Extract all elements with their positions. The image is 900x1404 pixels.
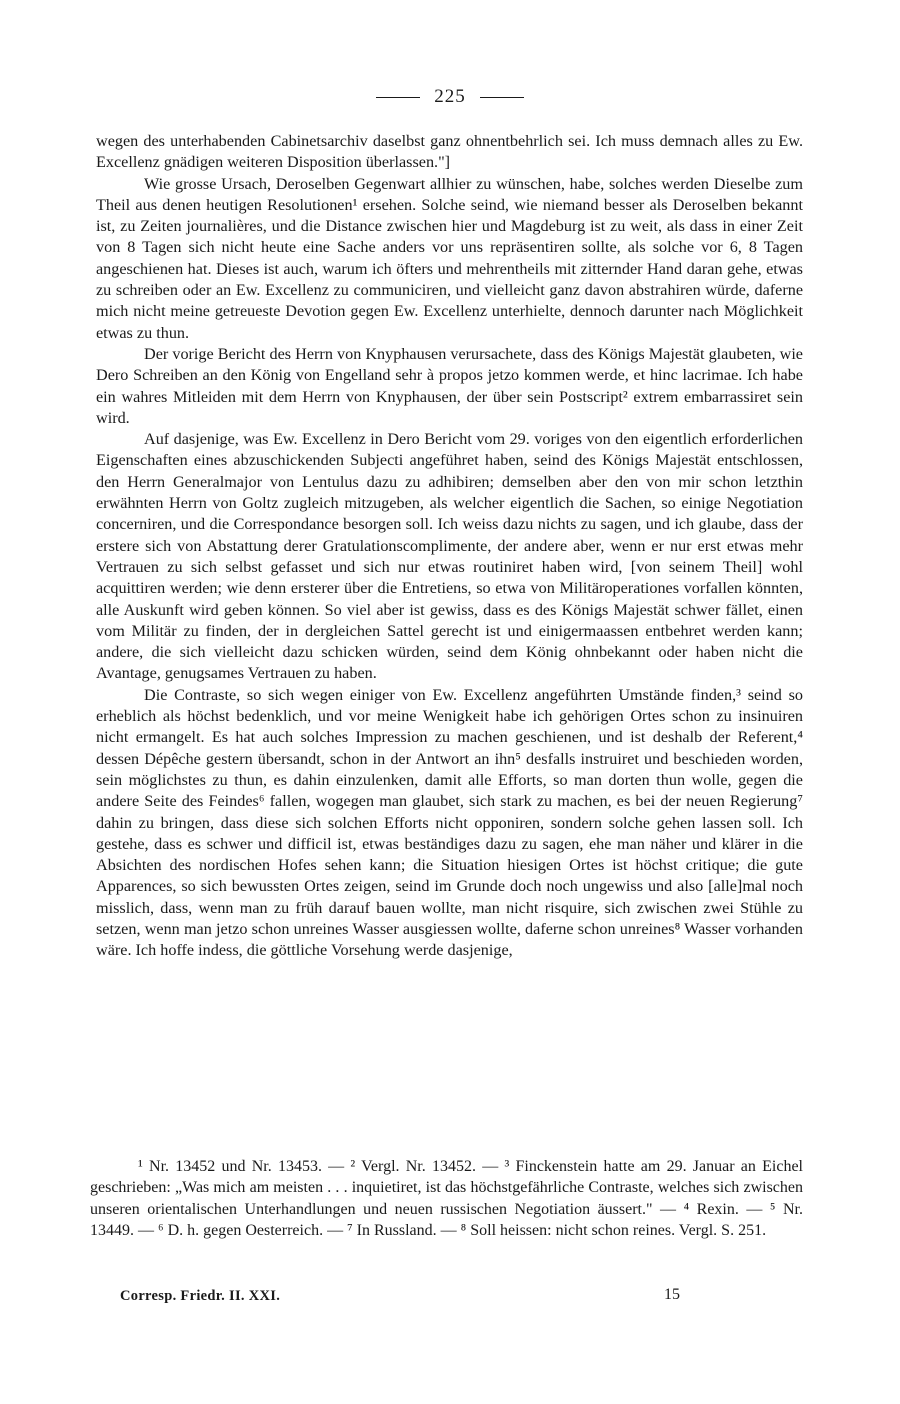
paragraph-continuation: wegen des unterhabenden Cabinetsarchiv daselbst ganz ohnentbehrlich sei. Ich muss demnach alles zu Ew. Excellenz gnädigen weiteren Disposition überlassen."] bbox=[96, 132, 803, 172]
signature-mark: Corresp. Friedr. II. XXI. bbox=[120, 1288, 281, 1304]
main-text bbox=[96, 131, 803, 962]
footnote-text: ¹ Nr. 13452 und Nr. 13453. — ² Vergl. Nr. 13452. — ³ Finckenstein hatte am 29. Januar an Eichel geschrieben: „Was mich am meisten . . . inquietiret, ist das höchstgefährliche Contraste, welches sich zwischen unseren orientalischen Unterhandlungen und neuen russischen Negotiation äussert." — ⁴ Rexin. — ⁵ Nr. 13449. — ⁶ D. h. gegen Oesterreich. — ⁷ In Russland. — ⁸ Soll heissen: nicht schon reines. Vergl. S. 251. bbox=[90, 1158, 803, 1239]
paragraph: Die Contraste, so sich wegen einiger von Ew. Excellenz angeführten Umstände finden,³ seind so erheblich als höchst bedenklich, und vor meine Wenigkeit habe ich gehörigen Ortes schon zu insinuiren nicht ermangelt. Es hat auch solches Impression zu machen geschienen, und ist deshalb der Referent,⁴ dessen Dépêche gestern übersandt, schon in der Antwort an ihn⁵ desfalls instruiret und beschieden worden, sein möglichstes zu thun, es dahin einzulenken, damit alle Efforts, so man dorten thun wolle, gegen die andere Seite des Feindes⁶ fallen, wogegen man glaubet, sich stark zu machen, es bei der neuen Regierung⁷ dahin zu bringen, dass diese sich solchen Efforts nicht opponiren, sondern solche gehen lassen soll. Ich gestehe, dass es schwer und difficil ist, etwas beständiges dazu zu sagen, ehe man näher und klärer in die Absichten des nordischen Hofes sehen kann; die Situation hiesigen Ortes ist höchst critique; die gute Apparences, so sich bewussten Ortes zeigen, seind im Grunde doch noch ungewiss und also [alle]mal noch misslich, dass, wenn man zu früh darauf bauen wollte, man nicht risquire, sich zwischen zwei Stühle zu setzen, wenn man jetzo schon unreines Wasser ausgiessen wollte, daferne schon unreines⁸ Wasser vorhanden wäre. Ich hoffe indess, die göttliche Vorsehung werde dasjenige, bbox=[96, 685, 803, 960]
page-number: 225 bbox=[434, 86, 466, 107]
header-rule-right bbox=[480, 97, 524, 98]
paragraph: Wie grosse Ursach, Deroselben Gegenwart allhier zu wünschen, habe, solches werden Dieselbe zum Theil aus denen heutigen Resolutionen¹ ersehen. Solche seind, wie niemand besser als Deroselben bekannt ist, zu Zeiten journalières, und die Distance zwischen hier und Magdeburg ist zu weit, als dass in einer Zeit von 8 Tagen sich nicht heute eine Sache anders vor uns repräsentiren sollte, als solche vor 6, 8 Tagen angeschienen hat. Dieses ist auch, warum ich öfters und mehrentheils mit zitternder Hand daran gehe, etwas zu schreiben oder an Ew. Excellenz zu communiciren, und vielleicht ganz davon abstrahiren würde, daferne mich nicht meine getreueste Devotion gegen Ew. Excellenz unterhielte, dennoch darunter nach Möglichkeit etwas zu thun. bbox=[96, 174, 803, 342]
page-header bbox=[0, 86, 900, 108]
header-rule-left bbox=[376, 97, 420, 98]
paragraph: Auf dasjenige, was Ew. Excellenz in Dero Bericht vom 29. voriges von den eigentlich erforderlichen Eigenschaften eines abzuschickenden Subjecti angeführet haben, seind des Königs Majestät entschlossen, den Herrn Generalmajor von Lentulus dazu zu adhibiren; demselben aber den von mir schon letzthin erwähnten Herrn von Goltz zugleich mitzugeben, als welcher eigentlich die Sachen, so einige Negotiation concerniren, und die Correspondance besorgen soll. Ich weiss dazu nichts zu sagen, und ich glaube, dass der erstere sich von Abstattung derer Gratulationscomplimente, der andere aber, wenn er nur erst etwas mehr Vertrauen zu sich selbst gefasset und sich nur etwas routiniret haben wird, [von seinem Theil] wohl acquittiren werden; wie denn ersterer über die Entretiens, so etwa von Militäroperationes vorfallen könnten, alle Auskunft wird geben können. So viel aber ist gewiss, dass es des Königs Majestät schwer fället, einen vom Militär zu finden, der in dergleichen Sattel gerecht ist und einigermaassen entbehret werden kann; andere, die sich vielleicht dazu schicken würden, seind dem König ohnbekannt oder haben nicht die Avantage, genugsames Vertrauen zu haben. bbox=[96, 430, 803, 683]
footnotes bbox=[90, 1156, 803, 1241]
paragraph: Der vorige Bericht des Herrn von Knyphausen verursachete, dass des Königs Majestät glaubeten, wie Dero Schreiben an den König von Engelland sehr à propos jetzo kommen werde, et hinc lacrimae. Ich habe ein wahres Mitleiden mit dem Herrn von Knyphausen, der über sein Postscript² extrem embarrassiret sein wird. bbox=[96, 344, 803, 427]
sheet-number: 15 bbox=[664, 1286, 680, 1303]
